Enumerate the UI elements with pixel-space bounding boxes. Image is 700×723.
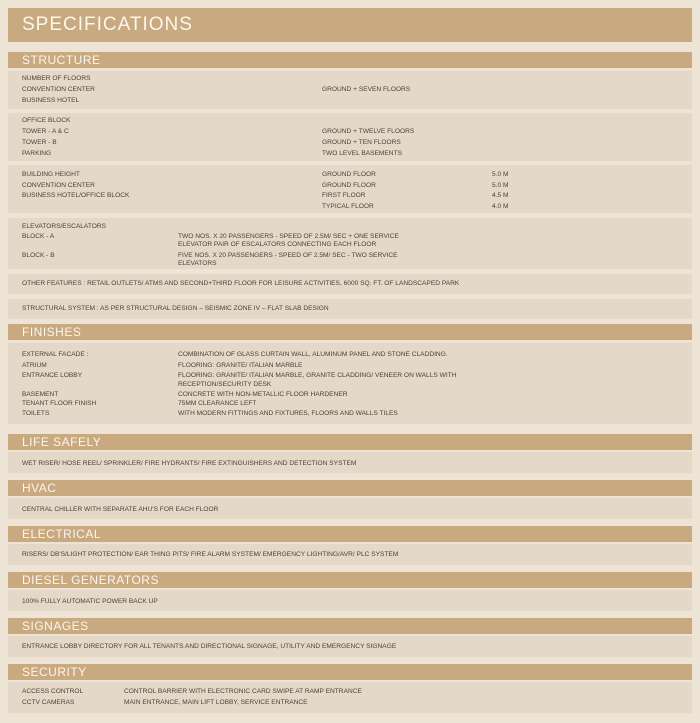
finishes-label: BASEMENT (22, 391, 59, 398)
security-header-label: SECURITY (22, 665, 87, 679)
finishes-label: TENANT FLOOR FINISH (22, 400, 97, 407)
height-label: CONVENTION CENTER (22, 182, 95, 189)
diesel-header-label: DIESEL GENERATORS (22, 573, 159, 587)
height-floor: GROUND FLOOR (322, 171, 376, 178)
security-label: ACCESS CONTROL (22, 688, 84, 695)
finishes-value: FLOORING: GRANITE/ ITALIAN MARBLE (178, 362, 303, 369)
life-safety-text: WET RISER/ HOSE REEL/ SPRINKLER/ FIRE HYDRANTS/ FIRE EXTINGUISHERS AND DETECTION SYSTEM (22, 460, 357, 467)
office-row-label: TOWER - A & C (22, 128, 69, 135)
structure-header (8, 52, 692, 68)
office-row-label: TOWER - B (22, 139, 57, 146)
finishes-header-label: FINISHES (22, 325, 82, 339)
elevators-heading: ELEVATORS/ESCALATORS (22, 223, 107, 230)
finishes-label: ENTRANCE LOBBY (22, 372, 83, 379)
height-value: 5.0 M (492, 182, 509, 189)
finishes-label: EXTERNAL FACADE : (22, 351, 89, 358)
height-value: 4.0 M (492, 203, 509, 210)
office-row-label: PARKING (22, 150, 52, 157)
electrical-text: RISERS/ DB'S/LIGHT PROTECTION/ EAR THING PITS/ FIRE ALARM SYSTEM/ EMERGENCY LIGHTING/AVR/ PLC SYSTEM (22, 551, 399, 558)
office-row-value: GROUND + TEN FLOORS (322, 139, 401, 146)
electrical-header (8, 526, 692, 542)
elevators-block-a-label: BLOCK - A (22, 233, 55, 240)
office-row-value: GROUND + TWELVE FLOORS (322, 128, 415, 135)
height-value: 5.0 M (492, 171, 509, 178)
life-safety-header (8, 434, 692, 450)
height-label: BUSINESS HOTEL/OFFICE BLOCK (22, 192, 130, 199)
other-features-text: OTHER FEATURES : RETAIL OUTLETS/ ATMS AND SECOND+THIRD FLOOR FOR LEISURE ACTIVITIES, 6000 SQ. FT. OF LANDSCAPED PARK (22, 280, 460, 287)
finishes-value: FLOORING: GRANITE/ ITALIAN MARBLE, GRANITE CLADDING/ VENEER ON WALLS WITH (178, 372, 457, 379)
hvac-text: CENTRAL CHILLER WITH SEPARATE AHU'S FOR EACH FLOOR (22, 506, 219, 513)
floors-value: GROUND + SEVEN FLOORS (322, 86, 411, 93)
electrical-header-label: ELECTRICAL (22, 527, 102, 541)
height-value: 4.5 M (492, 192, 509, 199)
signages-text: ENTRANCE LOBBY DIRECTORY FOR ALL TENANTS AND DIRECTIONAL SIGNAGE, UTILITY AND EMERGENCY SIGNAGE (22, 643, 397, 650)
finishes-value: COMBINATION OF GLASS CURTAIN WALL, ALUMINUM PANEL AND STONE CLADDING. (178, 351, 448, 358)
structure-header-label: STRUCTURE (22, 53, 101, 67)
finishes-value: RECEPTION/SECURITY DESK (178, 381, 272, 388)
page-title-bar (8, 8, 692, 42)
security-value: CONTROL BARRIER WITH ELECTRONIC CARD SWIPE AT RAMP ENTRANCE (124, 688, 362, 695)
floors-label: NUMBER OF FLOORS (22, 75, 91, 82)
structural-system-text: STRUCTURAL SYSTEM : AS PER STRUCTURAL DESIGN – SEISMIC ZONE IV – FLAT SLAB DESIGN (22, 305, 329, 312)
finishes-header (8, 324, 692, 340)
height-floor: TYPICAL FLOOR (322, 203, 374, 210)
life-safety-header-label: LIFE SAFELY (22, 435, 102, 449)
diesel-header (8, 572, 692, 588)
floors-label: BUSINESS HOTEL (22, 97, 80, 104)
security-label: CCTV CAMERAS (22, 699, 75, 706)
hvac-header-label: HVAC (22, 481, 57, 495)
elevators-block-b-label: BLOCK - B (22, 252, 55, 259)
height-label: BUILDING HEIGHT (22, 171, 80, 178)
page-title: SPECIFICATIONS (22, 14, 193, 35)
finishes-value: CONCRETE WITH NON-METALLIC FLOOR HARDENER (178, 391, 348, 398)
elevators-block-b-text: FIVE NOS. X 20 PASSENGERS - SPEED OF 2.5M/ SEC - TWO SERVICE (178, 252, 398, 259)
elevators-block-a-text: TWO NOS. X 20 PASSENGERS - SPEED OF 2.5M/ SEC + ONE SERVICE (178, 233, 399, 240)
security-header (8, 664, 692, 680)
elevators-block-b-text: ELEVATORS (178, 260, 217, 267)
finishes-label: ATRIUM (22, 362, 47, 369)
signages-header-label: SIGNAGES (22, 619, 89, 633)
signages-header (8, 618, 692, 634)
office-heading: OFFICE BLOCK (22, 117, 71, 124)
finishes-value: 75MM CLEARANCE LEFT (178, 400, 257, 407)
diesel-text: 100% FULLY AUTOMATIC POWER BACK UP (22, 598, 158, 605)
office-row-value: TWO LEVEL BASEMENTS (322, 150, 402, 157)
finishes-label: TOILETS (22, 410, 50, 417)
height-floor: GROUND FLOOR (322, 182, 376, 189)
floors-label: CONVENTION CENTER (22, 86, 95, 93)
hvac-header (8, 480, 692, 496)
finishes-value: WITH MODERN FITTINGS AND FIXTURES, FLOORS AND WALLS TILES (178, 410, 398, 417)
height-floor: FIRST FLOOR (322, 192, 366, 199)
security-value: MAIN ENTRANCE, MAIN LIFT LOBBY, SERVICE ENTRANCE (124, 699, 308, 706)
elevators-block-a-text: ELEVATOR PAIR OF ESCALATORS CONNECTING EACH FLOOR (178, 241, 377, 248)
